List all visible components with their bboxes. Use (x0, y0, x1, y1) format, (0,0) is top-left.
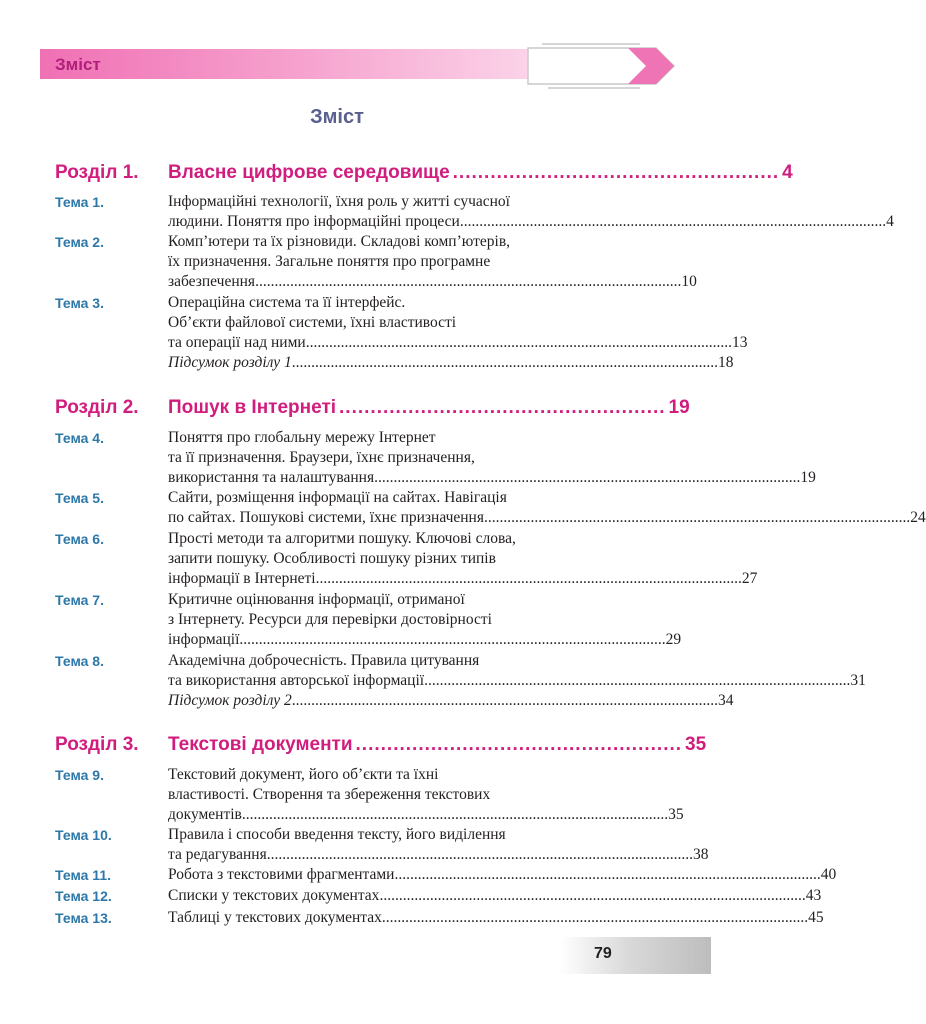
topic-label: Тема 13. (55, 910, 112, 926)
dot-leader: .............................................................................................................. (305, 334, 732, 351)
section-page: 4 (782, 162, 793, 183)
entry-text: Об’єкти файлової системи, їхні властивості (168, 314, 457, 331)
entry-text: документів (168, 806, 242, 823)
entry-text: їх призначення. Загальне поняття про програмне (168, 253, 491, 270)
entry-page: 24 (910, 509, 926, 526)
dot-leader: .............................................................................................................. (315, 570, 742, 587)
entry-text: Операційна система та її інтерфейс. (168, 294, 406, 311)
topic-label: Тема 7. (55, 592, 104, 608)
entry-text: Сайти, розміщення інформації на сайтах. Навігація (168, 489, 507, 506)
dot-leader: .............................................................................................................. (255, 273, 682, 290)
topic-label: Тема 9. (55, 767, 104, 783)
topic-label: Тема 10. (55, 827, 112, 843)
entry-text: Поняття про глобальну мережу Інтернет (168, 429, 436, 446)
entry-page: 27 (741, 570, 758, 587)
entry-text: Академічна доброчесність. Правила цитування (168, 652, 480, 669)
entry-page: 10 (681, 273, 697, 290)
entry-text: Робота з текстовими фрагментами (168, 866, 395, 883)
summary-text: Підсумок розділу 2 (168, 692, 292, 709)
dot-leader: .................................................... (339, 397, 666, 418)
entry-text: Правила і способи введення тексту, його виділення (168, 826, 506, 843)
dot-leader: .............................................................................................................. (394, 866, 821, 883)
topic-label: Тема 12. (55, 888, 112, 904)
entry-text: забезпечення (168, 273, 256, 290)
section-page: 35 (685, 734, 707, 755)
dot-leader: .............................................................................................................. (379, 887, 806, 904)
page-number: 79 (594, 945, 612, 962)
entry-text: Таблиці у текстових документах (168, 909, 382, 926)
dot-leader: .............................................................................................................. (424, 672, 851, 689)
entry-text: Прості методи та алгоритми пошуку. Ключові слова, (168, 530, 516, 547)
topic-label: Тема 3. (55, 295, 104, 311)
entry-text: інформації (168, 631, 240, 648)
entry-text: та використання авторської інформації (168, 672, 425, 689)
topic-label: Тема 4. (55, 430, 104, 446)
dot-leader: .............................................................................................................. (291, 354, 718, 371)
section-heading[interactable] (55, 397, 690, 427)
entry-text: Комп’ютери та їх різновиди. Складові комп’ютерів, (168, 233, 511, 250)
section-page: 19 (668, 397, 690, 418)
dot-leader: .............................................................................................................. (241, 806, 669, 823)
dot-leader: .................................................... (452, 162, 780, 183)
topic-label: Тема 2. (55, 234, 104, 250)
entry-text: використання та налаштування (168, 469, 375, 486)
section-title: Власне цифрове середовище (168, 162, 450, 183)
entry-page: 34 (717, 692, 734, 709)
entry-page: 18 (717, 354, 734, 371)
entry-text: Списки у текстових документах (168, 887, 380, 904)
dot-leader: .............................................................................................................. (459, 213, 887, 230)
section-title: Текстові документи (168, 734, 353, 755)
entry-page: 19 (800, 469, 816, 486)
topic-label: Тема 5. (55, 490, 104, 506)
entry-page: 45 (808, 909, 824, 926)
entry-page: 13 (731, 334, 748, 351)
entry-text: та її призначення. Браузери, їхнє призначення, (168, 449, 475, 466)
entry-text: інформації в Інтернеті (168, 570, 316, 587)
entry-text: та операції над ними (168, 334, 306, 351)
section-label: Розділ 2. (55, 397, 139, 418)
section-heading[interactable] (55, 162, 793, 192)
entry-text: Критичне оцінювання інформації, отриманої (168, 591, 465, 608)
entry-page: 29 (665, 631, 682, 648)
entry-text: властивості. Створення та збереження текстових (168, 786, 491, 803)
page-title: Зміст (310, 106, 364, 128)
topic-label: Тема 11. (55, 867, 111, 883)
section-heading[interactable] (55, 734, 707, 764)
entry-text: з Інтернету. Ресурси для перевірки достовірності (168, 611, 492, 628)
entry-page: 43 (805, 887, 822, 904)
entry-page: 4 (886, 213, 894, 230)
section-label: Розділ 1. (55, 162, 139, 183)
dot-leader: .............................................................................................................. (239, 631, 666, 648)
entry-text: по сайтах. Пошукові системи, їхнє призначення (168, 509, 484, 526)
dot-leader: .............................................................................................................. (266, 846, 693, 863)
dot-leader: .............................................................................................................. (374, 469, 801, 486)
entry-page: 35 (668, 806, 684, 823)
dot-leader: .............................................................................................................. (381, 909, 809, 926)
entry-page: 31 (850, 672, 866, 689)
section-title: Пошук в Інтернеті (168, 397, 337, 418)
entry-page: 38 (692, 846, 709, 863)
entry-text: та редагування (168, 846, 267, 863)
entry-text: Текстовий документ, його об’єкти та їхні (168, 766, 439, 783)
entry-page: 40 (820, 866, 837, 883)
header-title: Зміст (55, 55, 101, 74)
dot-leader: .................................................... (355, 734, 683, 755)
section-label: Розділ 3. (55, 734, 139, 755)
topic-label: Тема 1. (55, 194, 104, 210)
entry-text: запити пошуку. Особливості пошуку різних типів (168, 550, 496, 567)
entry-text: Інформаційні технології, їхня роль у житті сучасної (168, 193, 510, 210)
entry-text: людини. Поняття про інформаційні процеси (168, 213, 460, 230)
footer-band (560, 937, 711, 974)
dot-leader: .............................................................................................................. (291, 692, 718, 709)
topic-label: Тема 6. (55, 531, 104, 547)
topic-label: Тема 8. (55, 653, 104, 669)
summary-text: Підсумок розділу 1 (168, 354, 292, 371)
dot-leader: .............................................................................................................. (483, 509, 911, 526)
